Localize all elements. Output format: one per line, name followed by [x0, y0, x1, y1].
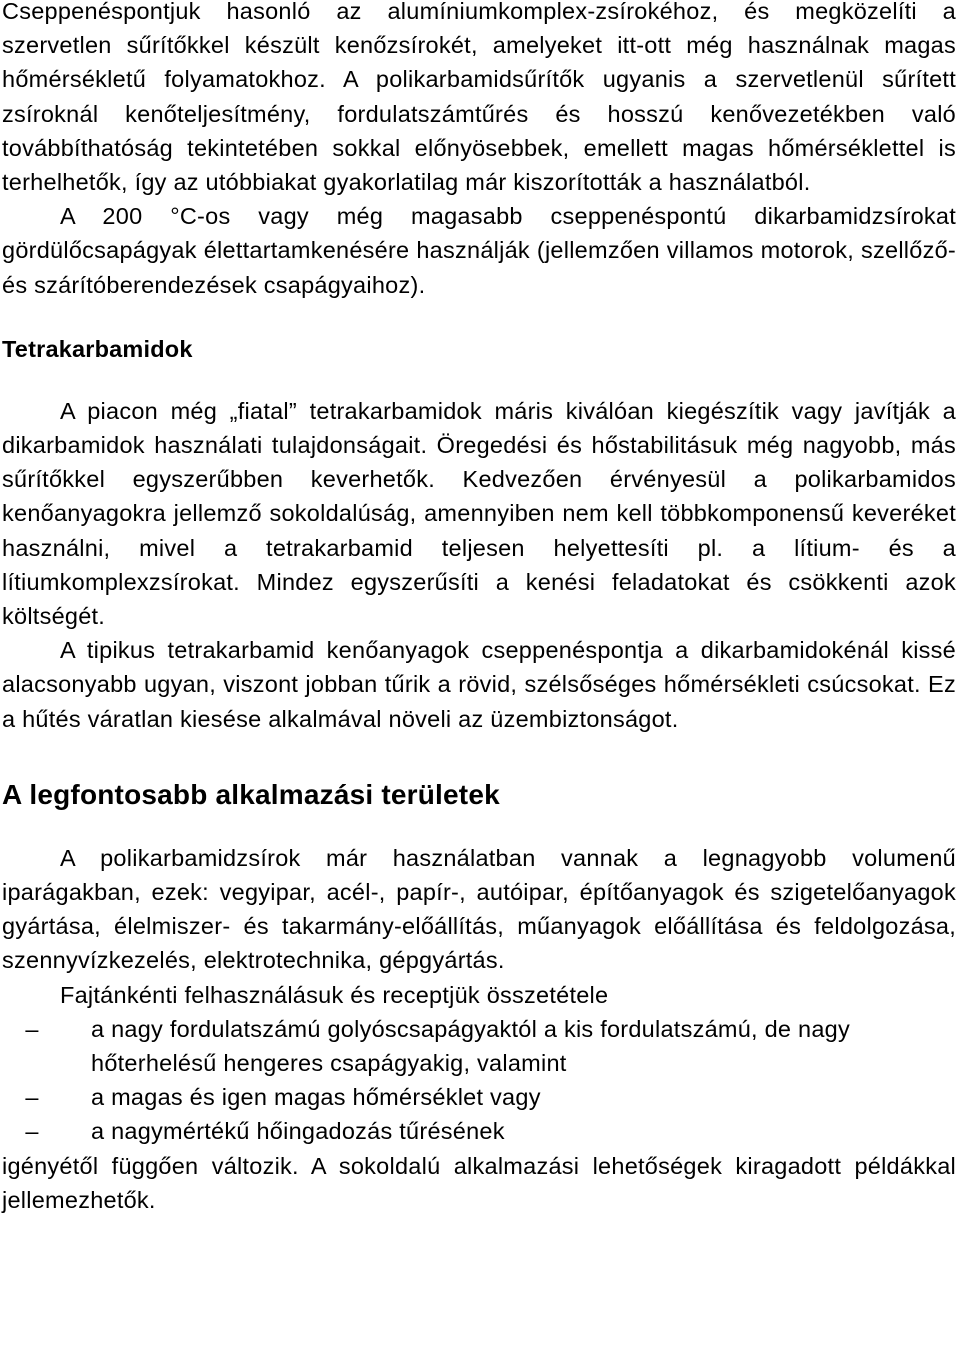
paragraph-tetracarbamide-typical: A tipikus tetrakarbamid kenőanyagok cseppenéspontja a dikarbamidokénál kissé alacsonyabb ugyan, viszont jobban tűrik a rövid, szélsőséges hőmérsékleti csúcsokat. Ez a hűtés váratlan kiesése alkalmával növeli az üzembiztonságot.: [2, 637, 956, 732]
paragraph-usage-intro: Fajtánkénti felhasználásuk és receptjük összetétele: [60, 981, 609, 1008]
list-item: [2, 1080, 956, 1114]
document-page: [2, 0, 956, 1217]
dash-marker: –: [25, 1015, 39, 1042]
dash-marker: –: [25, 1084, 39, 1111]
list-item-text: a magas és igen magas hőmérséklet vagy: [91, 1084, 541, 1111]
paragraph-dropping-point: Cseppenéspontjuk hasonló az alumíniumkomplex-zsírokéhoz, és megközelíti a szervetlen sűrítőkkel készült kenőzsírokét, amelyeket itt-ott még használnak magas hőmérsékletű folyamatokhoz. A polikarbamidsűrítők ugyanis a szervetlenül sűrített zsíroknál kenőteljesítmény, fordulatszámtűrés és hosszú kenővezetékben való továbbíthatóság tekintetében sokkal előnyösebbek, emellett magas hőmérséklettel is terhelhetők, így az utóbbiakat gyakorlatilag már kiszorították a használatból.: [2, 0, 956, 196]
paragraph-industries: A polikarbamidzsírok már használatban vannak a legnagyobb volumenű iparágakban, ezek: vegyipar, acél-, papír-, autóipar, építőanyagok és szigetelőanyagok gyártása, élelmiszer- és takarmány-előállítás, műanyagok előállítása és feldolgozása, szennyvízkezelés, elektrotechnika, gépgyártás.: [2, 844, 956, 974]
paragraph-dicarbamide-use: A 200 °C-os vagy még magasabb cseppenéspontú dikarbamidzsírokat gördülőcsapágyak élettartamkenésére használják (jellemzően villamos motorok, szellőző- és szárítóberendezések csapágyaihoz).: [2, 203, 956, 298]
dash-marker: –: [25, 1118, 39, 1145]
list-item: [2, 1114, 956, 1148]
list-item-text: a nagymértékű hőingadozás tűrésének: [91, 1118, 505, 1145]
list-item: [2, 1012, 956, 1080]
paragraph-tetracarbamide-market: A piacon még „fiatal” tetrakarbamidok máris kiválóan kiegészítik vagy javítják a dikarbamidok használati tulajdonságait. Öregedési és hőstabilitásuk még nagyobb, más sűrítőkkel egyszerűbben keverhetők. Kedvezően érvényesül a polikarbamidos kenőanyagokra jellemző sokoldalúság, amennyiben nem kell többkomponensű keveréket használni, mivel a tetrakarbamid teljesen helyettesíti pl. a lítium- és a lítiumkomplexzsírokat. Mindez egyszerűsíti a kenési feladatokat és csökkenti azok költségét.: [2, 397, 956, 630]
heading-tetracarbamides: Tetrakarbamidok: [2, 335, 193, 362]
paragraph-usage-conclusion: igényétől függően változik. A sokoldalú alkalmazási lehetőségek kiragadott példákkal jellemezhetők.: [2, 1152, 956, 1213]
heading-application-areas: A legfontosabb alkalmazási területek: [2, 778, 500, 810]
list-item-text: a nagy fordulatszámú golyóscsapágyaktól a kis fordulatszámú, de nagy hőterhelésű hengeres csapágyakig, valamint: [91, 1015, 850, 1077]
usage-list: [2, 1012, 956, 1149]
